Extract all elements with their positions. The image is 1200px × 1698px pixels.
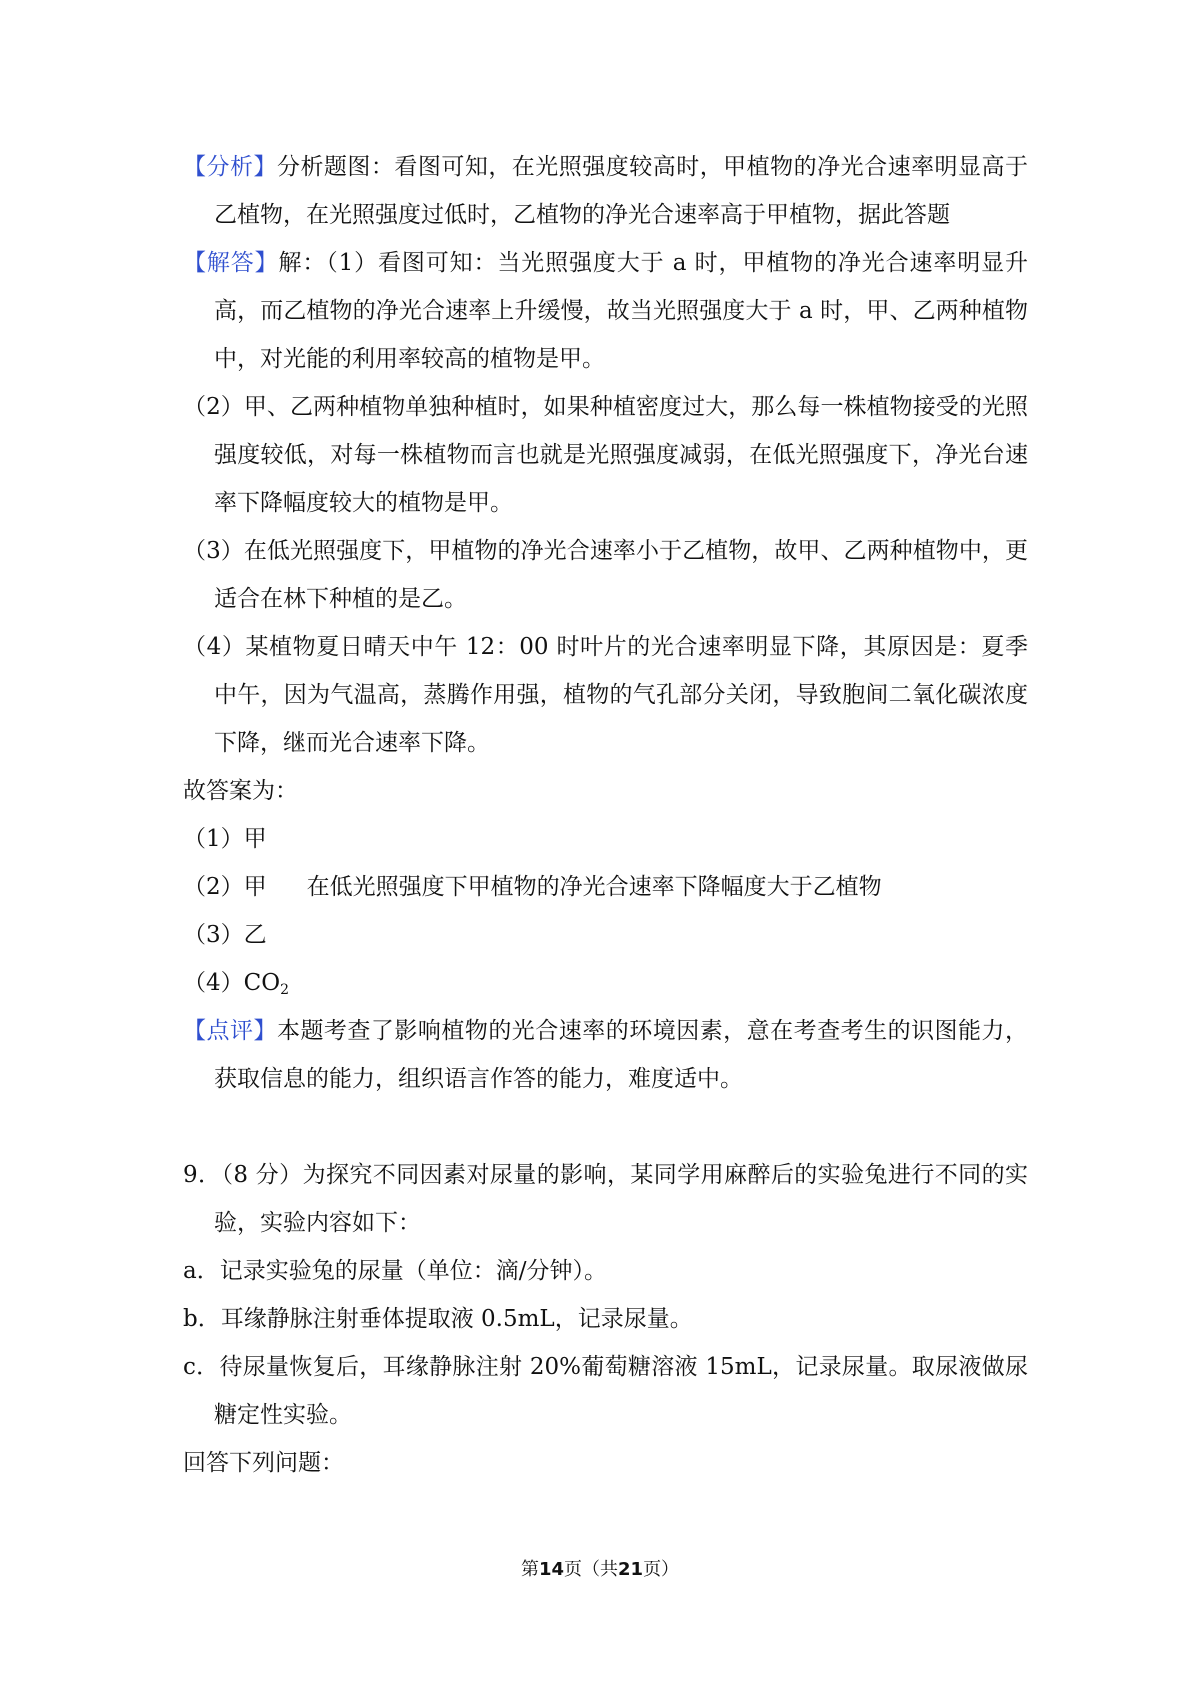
question-9-prompt: 回答下列问题： (183, 1450, 344, 1476)
answer-paragraph-4: （4）某植物夏日晴天中午 12：00 时叶片的光合速率明显下降，其原因是：夏季中午，因为气温高，蒸腾作用强，植物的气孔部分关闭，导致胞间二氧化碳浓度下降，继而光合速率下降。 (183, 634, 1028, 756)
analysis-text: 分析题图：看图可知，在光照强度较高时，甲植物的净光合速率明显高于乙植物，在光照强度过低时，乙植物的净光合速率高于甲植物，据此答题 (214, 154, 1029, 228)
comment-paragraph (183, 1007, 1028, 1103)
answer-paragraph-1 (183, 239, 1028, 383)
section-gap (183, 1103, 1028, 1151)
conclusion-answer-1: （1）甲 (183, 826, 267, 852)
comment-text: 本题考查了影响植物的光合速率的环境因素，意在考查考生的识图能力，获取信息的能力，组织语言作答的能力，难度适中。 (214, 1018, 1029, 1092)
conclusion-answer-4 (183, 959, 1028, 1007)
analysis-paragraph (183, 143, 1028, 239)
footer-mid: 页（共 (564, 1559, 618, 1580)
analysis-tag: 【分析】 (183, 154, 277, 180)
answer-paragraph-2: （2）甲、乙两种植物单独种植时，如果种植密度过大，那么每一株植物接受的光照强度较低，对每一株植物而言也就是光照强度减弱，在低光照强度下，净光台速率下降幅度较大的植物是甲。 (183, 394, 1028, 516)
question-9-step-c: c．待尿量恢复后，耳缘静脉注射 20%葡萄糖溶液 15mL，记录尿量。取尿液做尿糖定性实验。 (183, 1354, 1028, 1428)
co2-subscript: 2 (280, 982, 290, 998)
document-body (183, 143, 1028, 1487)
conclusion-answer-2-text: 在低光照强度下甲植物的净光合速率下降幅度大于乙植物 (306, 874, 882, 900)
footer-page-number: 14 (538, 1559, 564, 1580)
page-footer (0, 1558, 1200, 1582)
footer-total-pages: 21 (618, 1559, 644, 1580)
conclusion-answer-2 (183, 863, 1028, 911)
question-9-stem: 9．（8 分）为探究不同因素对尿量的影响，某同学用麻醉后的实验兔进行不同的实验，实验内容如下： (183, 1162, 1028, 1236)
answer-paragraph-3: （3）在低光照强度下，甲植物的净光合速率小于乙植物，故甲、乙两种植物中，更适合在林下种植的是乙。 (183, 538, 1028, 612)
footer-post: 页） (643, 1559, 680, 1580)
question-9-step-b: b．耳缘静脉注射垂体提取液 0.5mL，记录尿量。 (183, 1306, 693, 1332)
conclusion-answer-3: （3）乙 (183, 922, 267, 948)
conclusion-answer-4-prefix: （4）CO (183, 970, 281, 996)
answer-tag: 【解答】 (183, 250, 279, 276)
conclusion-intro: 故答案为： (183, 778, 298, 804)
question-9-step-a: a．记录实验兔的尿量（单位：滴/分钟）。 (183, 1258, 607, 1284)
comment-tag: 【点评】 (183, 1018, 277, 1044)
conclusion-answer-2-number: （2）甲 (183, 874, 267, 900)
answer-text-1: 解：（1）看图可知：当光照强度大于 a 时，甲植物的净光合速率明显升高，而乙植物的净光合速率上升缓慢，故当光照强度大于 a 时，甲、乙两种植物中，对光能的利用率较高的植物是甲。 (214, 250, 1029, 372)
footer-pre: 第 (520, 1559, 539, 1580)
